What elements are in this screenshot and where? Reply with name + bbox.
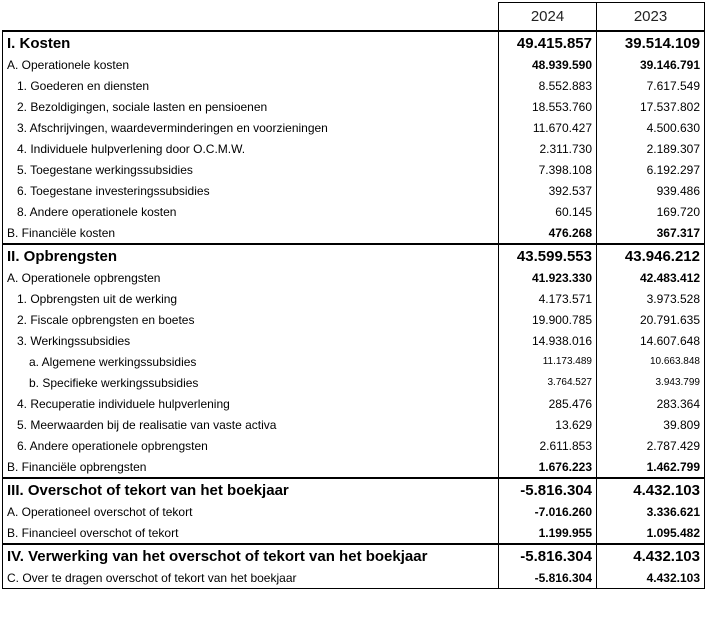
value-2023: 39.146.791 — [597, 54, 705, 75]
value-2023: 39.809 — [597, 414, 705, 435]
value-2024: -7.016.260 — [499, 501, 597, 522]
value-2024: 60.145 — [499, 201, 597, 222]
value-2024: 392.537 — [499, 180, 597, 201]
row-label: 2. Fiscale opbrengsten en boetes — [3, 309, 499, 330]
value-2024: 18.553.760 — [499, 96, 597, 117]
row-label: IV. Verwerking van het overschot of tekort van het boekjaar — [3, 544, 499, 567]
row-label: I. Kosten — [3, 31, 499, 54]
value-2023: 3.973.528 — [597, 288, 705, 309]
value-2023: 17.537.802 — [597, 96, 705, 117]
table-row — [3, 54, 705, 75]
table-row — [3, 372, 705, 393]
table-row — [3, 456, 705, 478]
table-row — [3, 117, 705, 138]
row-label: 6. Toegestane investeringssubsidies — [3, 180, 499, 201]
value-2023: 39.514.109 — [597, 31, 705, 54]
value-2024: 11.670.427 — [499, 117, 597, 138]
table-row — [3, 75, 705, 96]
value-2023: 20.791.635 — [597, 309, 705, 330]
value-2023: 10.663.848 — [597, 351, 705, 372]
value-2024: -5.816.304 — [499, 544, 597, 567]
value-2023: 4.500.630 — [597, 117, 705, 138]
row-label: 3. Afschrijvingen, waardeverminderingen en voorzieningen — [3, 117, 499, 138]
table-row — [3, 288, 705, 309]
header-row — [3, 3, 705, 32]
section-row-opbrengsten — [3, 244, 705, 267]
value-2024: 13.629 — [499, 414, 597, 435]
value-2023: 7.617.549 — [597, 75, 705, 96]
table-row — [3, 180, 705, 201]
value-2023: 2.189.307 — [597, 138, 705, 159]
row-label: 6. Andere operationele opbrengsten — [3, 435, 499, 456]
value-2024: 285.476 — [499, 393, 597, 414]
row-label: A. Operationele opbrengsten — [3, 267, 499, 288]
value-2023: 1.095.482 — [597, 522, 705, 544]
table-row — [3, 567, 705, 589]
section-row-kosten — [3, 31, 705, 54]
value-2023: 4.432.103 — [597, 478, 705, 501]
table-row — [3, 351, 705, 372]
financial-table — [2, 2, 705, 589]
value-2024: 3.764.527 — [499, 372, 597, 393]
year-header-2024: 2024 — [499, 3, 597, 32]
year-header-2023: 2023 — [597, 3, 705, 32]
value-2024: 8.552.883 — [499, 75, 597, 96]
value-2024: -5.816.304 — [499, 567, 597, 589]
row-label: 5. Toegestane werkingssubsidies — [3, 159, 499, 180]
value-2023: 1.462.799 — [597, 456, 705, 478]
row-label: C. Over te dragen overschot of tekort van het boekjaar — [3, 567, 499, 589]
value-2024: 14.938.016 — [499, 330, 597, 351]
table-row — [3, 159, 705, 180]
row-label: 8. Andere operationele kosten — [3, 201, 499, 222]
table-row — [3, 201, 705, 222]
table-row — [3, 330, 705, 351]
row-label: A. Operationele kosten — [3, 54, 499, 75]
value-2024: 19.900.785 — [499, 309, 597, 330]
value-2024: 2.311.730 — [499, 138, 597, 159]
value-2023: 4.432.103 — [597, 544, 705, 567]
value-2024: 7.398.108 — [499, 159, 597, 180]
value-2024: 11.173.489 — [499, 351, 597, 372]
row-label: 1. Goederen en diensten — [3, 75, 499, 96]
table-row — [3, 501, 705, 522]
row-label: 4. Recuperatie individuele hulpverlening — [3, 393, 499, 414]
value-2024: 4.173.571 — [499, 288, 597, 309]
table-row — [3, 435, 705, 456]
value-2024: 41.923.330 — [499, 267, 597, 288]
table-row — [3, 522, 705, 544]
row-label: 5. Meerwaarden bij de realisatie van vaste activa — [3, 414, 499, 435]
row-label: B. Financiële kosten — [3, 222, 499, 244]
value-2024: 476.268 — [499, 222, 597, 244]
value-2023: 42.483.412 — [597, 267, 705, 288]
value-2023: 939.486 — [597, 180, 705, 201]
value-2023: 283.364 — [597, 393, 705, 414]
row-label: b. Specifieke werkingssubsidies — [3, 372, 499, 393]
table-row — [3, 138, 705, 159]
table-row — [3, 267, 705, 288]
value-2023: 3.943.799 — [597, 372, 705, 393]
row-label: a. Algemene werkingssubsidies — [3, 351, 499, 372]
value-2024: 2.611.853 — [499, 435, 597, 456]
value-2023: 2.787.429 — [597, 435, 705, 456]
value-2023: 6.192.297 — [597, 159, 705, 180]
value-2024: 43.599.553 — [499, 244, 597, 267]
row-label: 4. Individuele hulpverlening door O.C.M.W. — [3, 138, 499, 159]
value-2023: 43.946.212 — [597, 244, 705, 267]
table-row — [3, 222, 705, 244]
table-row — [3, 309, 705, 330]
value-2023: 169.720 — [597, 201, 705, 222]
row-label: III. Overschot of tekort van het boekjaar — [3, 478, 499, 501]
header-blank-cell — [3, 3, 499, 32]
value-2024: 1.199.955 — [499, 522, 597, 544]
row-label: 1. Opbrengsten uit de werking — [3, 288, 499, 309]
table-row — [3, 96, 705, 117]
value-2024: 49.415.857 — [499, 31, 597, 54]
value-2023: 4.432.103 — [597, 567, 705, 589]
value-2024: -5.816.304 — [499, 478, 597, 501]
section-row-verwerking — [3, 544, 705, 567]
row-label: A. Operationeel overschot of tekort — [3, 501, 499, 522]
section-row-overschot — [3, 478, 705, 501]
value-2023: 14.607.648 — [597, 330, 705, 351]
row-label: 3. Werkingssubsidies — [3, 330, 499, 351]
row-label: B. Financieel overschot of tekort — [3, 522, 499, 544]
row-label: II. Opbrengsten — [3, 244, 499, 267]
value-2024: 48.939.590 — [499, 54, 597, 75]
table-row — [3, 414, 705, 435]
value-2023: 367.317 — [597, 222, 705, 244]
row-label: 2. Bezoldigingen, sociale lasten en pensioenen — [3, 96, 499, 117]
table-row — [3, 393, 705, 414]
row-label: B. Financiële opbrengsten — [3, 456, 499, 478]
value-2024: 1.676.223 — [499, 456, 597, 478]
value-2023: 3.336.621 — [597, 501, 705, 522]
